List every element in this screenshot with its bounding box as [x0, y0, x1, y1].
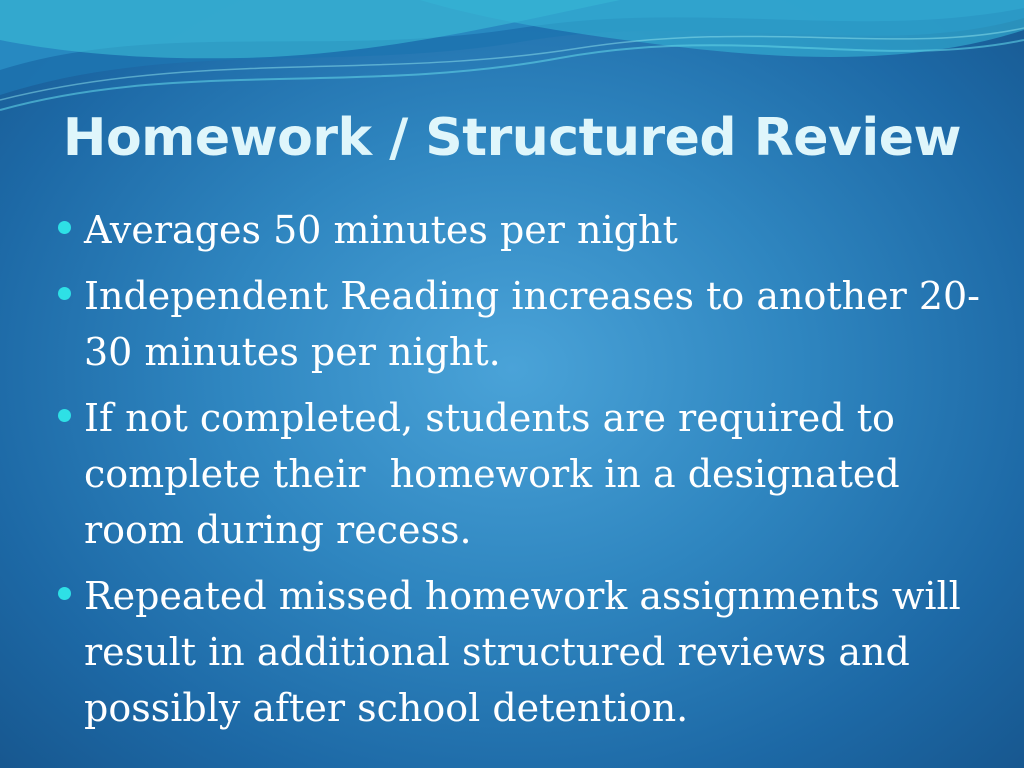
bullet-dot-icon — [58, 409, 71, 422]
bullet-list — [56, 202, 996, 746]
bullet-item — [56, 568, 996, 736]
bullet-text: If not completed, students are required to complete their homework in a designated room during recess. — [84, 396, 912, 552]
bullet-dot-icon — [58, 587, 71, 600]
bullet-text: Averages 50 minutes per night — [84, 208, 678, 252]
bullet-dot-icon — [58, 287, 71, 300]
bullet-dot-icon — [58, 221, 71, 234]
bullet-text: Independent Reading increases to another 20-30 minutes per night. — [84, 274, 981, 374]
bullet-item — [56, 268, 996, 380]
bullet-item — [56, 202, 996, 258]
bullet-text: Repeated missed homework assignments will result in additional structured reviews and possibly after school detention. — [84, 574, 973, 730]
slide-title: Homework / Structured Review — [62, 108, 962, 168]
bullet-item — [56, 390, 996, 558]
